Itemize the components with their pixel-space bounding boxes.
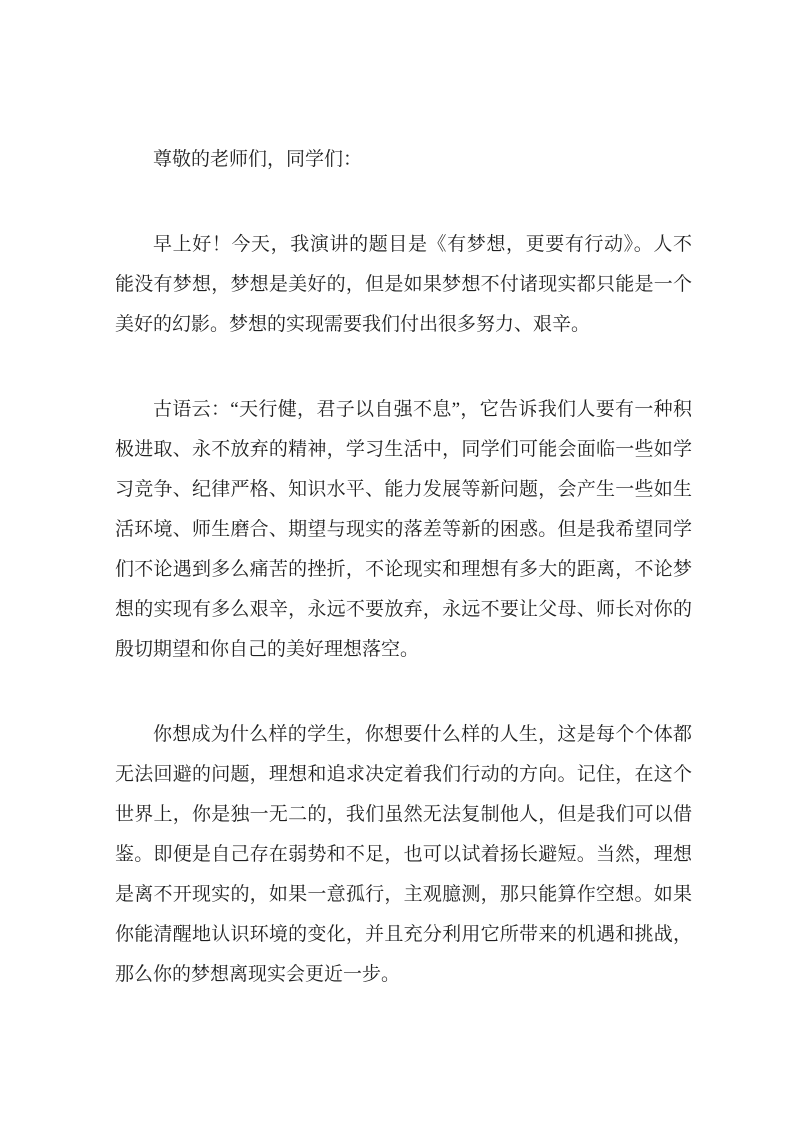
- paragraph-ideal-reality: 你想成为什么样的学生，你想要什么样的人生，这是每个个体都无法回避的问题，理想和追求决定着我们行动的方向。记住，在这个世界上，你是独一无二的，我们虽然无法复制他人，但是我们可以借鉴。即便是自己存在弱势和不足，也可以试着扬长避短。当然，理想是离不开现实的，如果一意孤行，主观臆测，那只能算作空想。如果你能清醒地认识环境的变化，并且充分利用它所带来的机遇和挑战，那么你的梦想离现实会更近一步。: [115, 724, 692, 985]
- salutation-line: 尊敬的老师们，同学们：: [153, 149, 363, 170]
- paragraph-quote-encouragement: 古语云：“天行健，君子以自强不息”，它告诉我们人要有一种积极进取、永不放弃的精神，学习生活中，同学们可能会面临一些如学习竞争、纪律严格、知识水平、能力发展等新问题，会产生一些如生活环境、师生磨合、期望与现实的落差等新的困惑。但是我希望同学们不论遇到多么痛苦的挫折，不论现实和理想有多大的距离，不论梦想的实现有多么艰辛，永远不要放弃，永远不要让父母、师长对你的殷切期望和你自己的美好理想落空。: [115, 399, 692, 660]
- paragraph-opening: 早上好！今天，我演讲的题目是《有梦想，更要有行动》。人不能没有梦想，梦想是美好的，但是如果梦想不付诸现实都只能是一个美好的幻影。梦想的实现需要我们付出很多努力、艰辛。: [115, 234, 692, 335]
